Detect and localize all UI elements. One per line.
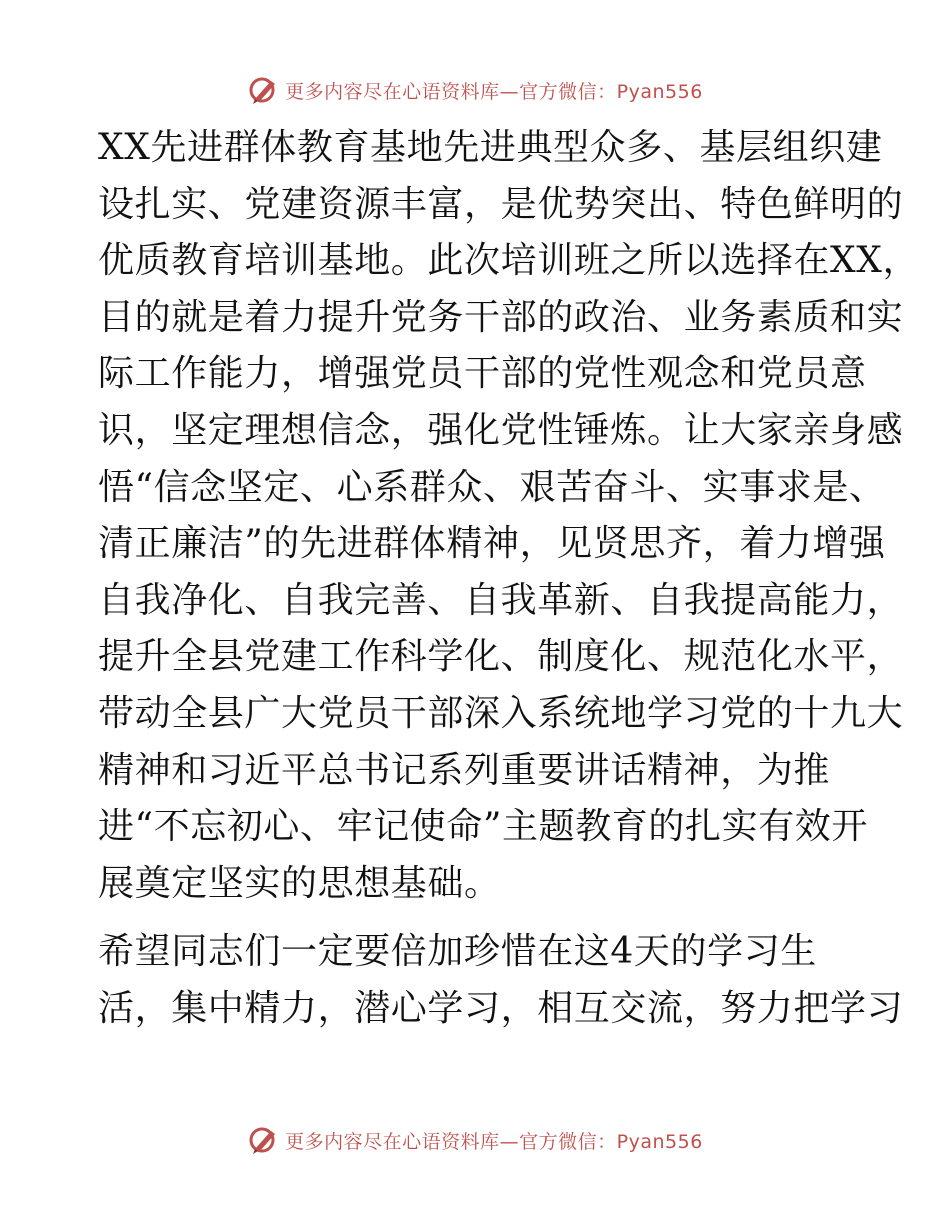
pen-logo-icon [247,1125,281,1155]
text-line: 进“不忘初心、牢记使命”主题教育的扎实有效开 [98,806,869,848]
footer-watermark-text: 更多内容尽在心语资料库—官方微信：Pyan556 [285,1130,703,1153]
pen-logo-icon [247,75,281,105]
text-line: 目的就是着力提升党务干部的政治、业务素质和实 [98,296,904,338]
text-line: 提升全县党建工作科学化、制度化、规范化水平， [98,636,904,678]
document-body [98,120,920,1050]
header-watermark-text: 更多内容尽在心语资料库—官方微信：Pyan556 [285,80,703,103]
text-line: XX先进群体教育基地先进典型众多、基层组织建 [98,127,883,168]
text-line: 识，坚定理想信念，强化党性锤炼。让大家亲身感 [98,409,904,451]
text-line: 设扎实、党建资源丰富，是优势突出、特色鲜明的 [98,183,904,225]
text-line: 精神和习近平总书记系列重要讲话精神，为推 [98,749,831,791]
text-line: 际工作能力，增强党员干部的党性观念和党员意 [98,353,867,395]
footer-watermark [0,1120,950,1160]
text-line: 展奠定坚实的思想基础。 [98,862,501,904]
text-line: 自我净化、自我完善、自我革新、自我提高能力， [98,579,904,621]
paragraph-1 [98,120,920,912]
text-line: 活，集中精力，潜心学习，相互交流，努力把学习 [98,987,904,1029]
text-line: 清正廉洁”的先进群体精神，见贤思齐，着力增强 [98,523,886,565]
header-watermark [0,70,950,110]
text-line: 悟“信念坚定、心系群众、艰苦奋斗、实事求是、 [98,466,886,508]
text-line: 优质教育培训基地。此次培训班之所以选择在XX， [98,240,920,282]
paragraph-2 [98,924,904,1037]
text-line: 带动全县广大党员干部深入系统地学习党的十九大 [98,692,904,734]
text-line: 希望同志们一定要倍加珍惜在这4天的学习生 [98,931,817,973]
